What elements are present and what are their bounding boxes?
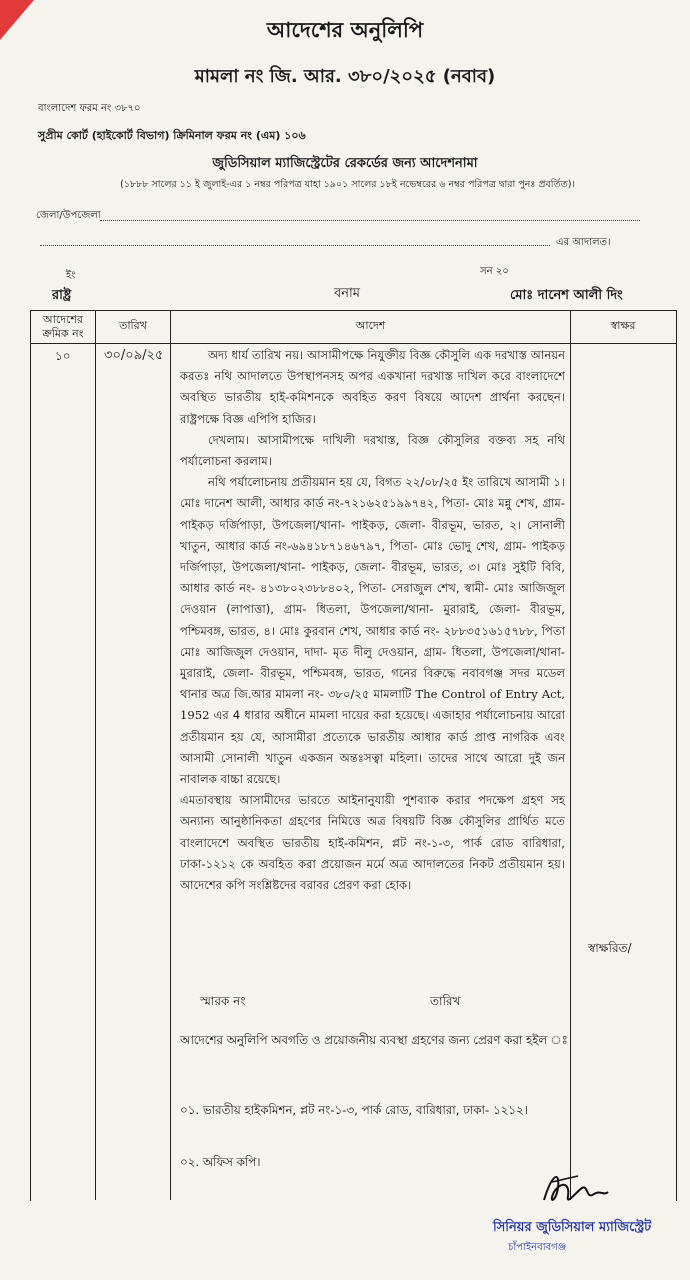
court-fill-line: [40, 245, 550, 246]
order-date: ৩০/০৯/২৫: [104, 348, 164, 363]
accused-name: মোঃ দানেশ আলী দিং: [510, 288, 623, 303]
magistrate-stamp: সিনিয়র জুডিসিয়াল ম্যাজিস্ট্রেট: [493, 1220, 652, 1235]
order-paragraph-3: [180, 472, 565, 790]
magistrate-stamp-location: চাঁপাইনবাবগঞ্জ: [508, 1242, 567, 1253]
order-sheet-note: (১৮৮৮ সালের ১১ ই জুলাই-এর ১ নম্বর পরিপত্র যাহা ১৯০১ সালের ১৮ই নভেম্বরের ৬ নম্বর পরিপত্র দ্বারা পুনঃ প্রবর্তিত)।: [120, 179, 575, 190]
form-number: বাংলাদেশ ফরম নং ৩৮৭০: [38, 103, 141, 114]
order-body: [180, 345, 565, 896]
order-serial: ১০: [55, 349, 71, 363]
case-number: মামলা নং জি. আর. ৩৮০/২০২৫ (নবাব): [194, 66, 496, 87]
ee-label: ইং: [66, 270, 76, 281]
order-paragraph-1: অদ্য ধার্য তারিখ নয়। আসামীপক্ষে নিযুক্তীয় বিজ্ঞ কৌসুলি এক দরখাস্ত আনয়ন করতঃ নথি আদালতে উপস্থাপনসহ অপর একখানা দরখাস্ত দাখিল করে বাংলাদেশে অবস্থিত ভারতীয় হাই-কমিশনকে অবহিত করণ বিষয়ে আদেশ প্রার্থনা করছেন। রাষ্ট্রপক্ষে বিজ্ঞ এপিপি হাজির।: [180, 348, 565, 426]
table-header-divider: [30, 343, 676, 344]
court-form-number: সুপ্রীম কোর্ট (হাইকোর্ট বিভাগ) ক্রিমিনাল ফরম নং (এম) ১০৬: [38, 129, 306, 142]
recipient-2: ০২. অফিস কপি।: [180, 1155, 261, 1169]
col-date-header: তারিখ: [119, 319, 147, 332]
state-label: রাষ্ট্র: [52, 288, 72, 303]
recipient-1: ০১. ভারতীয় হাইকমিশন, প্লট নং-১-৩, পার্ক রোড, বারিধারা, ঢাকা- ১২১২।: [180, 1103, 528, 1117]
order-paragraph-3-a: নথি পর্যালোচনায় প্রতীয়মান হয় যে, বিগত ২২/০৮/২৫ ইং তারিখে আসামী ১। মোঃ দানেশ আলী, আধার কার্ড নং-৭২১৬২৫১৯৯৭৪২, পিতা- মোঃ মন্নু শেখ, গ্রাম- পাইকড় দর্জিপাড়া, উপজেলা/থানা- পাইকড়, জেলা- বীরভূম, ভারত, ২। সোনালী খাতুন, আধার কার্ড নং-৬৯৪১৮৭১৪৬৭৯৭, পিতা- মোঃ ভোদু শেখ, গ্রাম- পাইকড় দর্জিপাড়া, উপজেলা/থানা- পাইকড়, জেলা- বীরভূম, ভারত, ৩। মোঃ সুইটি বিবি, আধার কার্ড নং- ৪১৩৮০২৩৮৮৪০২, পিতা- সেরাজুল শেখ, স্বামী- মোঃ আজিজুল দেওয়ান (লাপাত্তা), গ্রাম- ধিতলা, উপজেলা/থানা- মুরারাই, জেলা- বীরভূম, পশ্চিমবঙ্গ, ভারত, ৪। মোঃ কুরবান শেখ, আধার কার্ড নং- ২৮৮৩৫১৬১৫৭৮৮, পিতা মোঃ আজিজুল দেওয়ান, দাদা- মৃত দীলু দেওয়ান, গ্রাম- ধিতলা, উপজেলা/থানা- মুরারাই, জেলা- বীরভূম, পশ্চিমবঙ্গ, ভারত, গনের বিরুদ্ধে নবাবগঞ্জ সদর মডেল থানার অত্র জি.আর মামলা নং- ৩৮০/২৫ মামলাটি: [180, 475, 565, 702]
district-label: জেলা/উপজেলা: [36, 210, 101, 221]
act-name: The Control of Entry Act, 1952: [180, 687, 566, 723]
col-sign-header: স্বাক্ষর: [610, 319, 636, 332]
order-paragraph-2: দেখলাম। আসামীপক্ষে দাখিলী দরখাস্ত, বিজ্ঞ কৌসুলির বক্তব্য সহ নথি পর্যালোচনা করলাম।: [180, 432, 565, 469]
memo-date-label: তারিখ: [430, 994, 461, 1008]
order-paragraph-4: এমতাবস্থায় আসামীদের ভারতে আইনানুযায়ী পুশব্যাক করার পদক্ষেপ গ্রহণ সহ অন্যান্য আনুষ্ঠানিকতা গ্রহণের নিমিত্তে অত্র বিষয়টি বিজ্ঞ কৌসুলির প্রার্থিত মতে বাংলাদেশে অবস্থিত ভারতীয় হাই-কমিশন, প্লট নং-১-৩, পার্ক রোড বারিধারা, ঢাকা-১২১২ কে অবহিত করা প্রয়োজন মর্মে অত্র আদালতের নিকট প্রতীয়মান হয়। আদেশের কপি সংশ্লিষ্টদের বরাবর প্রেরণ করা হোক।: [180, 793, 565, 893]
document-title: আদেশের অনুলিপি: [266, 18, 424, 42]
versus-label: বনাম: [334, 286, 360, 301]
district-fill-line: [100, 220, 640, 221]
order-paragraph-3-b: এর 4 ধারার অধীনে মামলা দায়ের করা হয়েছে। এজাহার পর্যালোচনায় আরো প্রতীয়মান হয় যে, আসামীরা প্রত্যেকে ভারতীয় আধার কার্ড প্রাপ্ত নাগরিক এবং আসামী সোনালী খাতুন একজন অন্তঃসত্বা মহিলা। তাদের সাথে আরো দুই জন নাবালক বাচ্চা রয়েছে।: [180, 708, 565, 787]
col-serial-header: আদেশের ক্রমিক নং: [42, 313, 84, 340]
col-divider-1: [95, 310, 96, 1200]
col-divider-2: [170, 310, 171, 1200]
memo-number-label: স্মারক নং: [200, 994, 246, 1008]
signed-label: স্বাক্ষরিত/: [588, 941, 632, 955]
year-label: সন ২০: [480, 266, 509, 277]
signature-icon: [538, 1162, 610, 1212]
order-sheet-title: জুডিসিয়াল ম্যাজিস্ট্রেটের রেকর্ডের জন্য আদেশনামা: [212, 156, 478, 171]
col-order-header: আদেশ: [355, 319, 386, 332]
col-divider-3: [570, 310, 571, 1200]
court-suffix: এর আদালত।: [556, 237, 611, 248]
copy-forward-text: আদেশের অনুলিপি অবগতি ও প্রয়োজনীয় ব্যবস্থা গ্রহণের জন্য প্রেরণ করা হইল ঃ: [180, 1033, 568, 1047]
